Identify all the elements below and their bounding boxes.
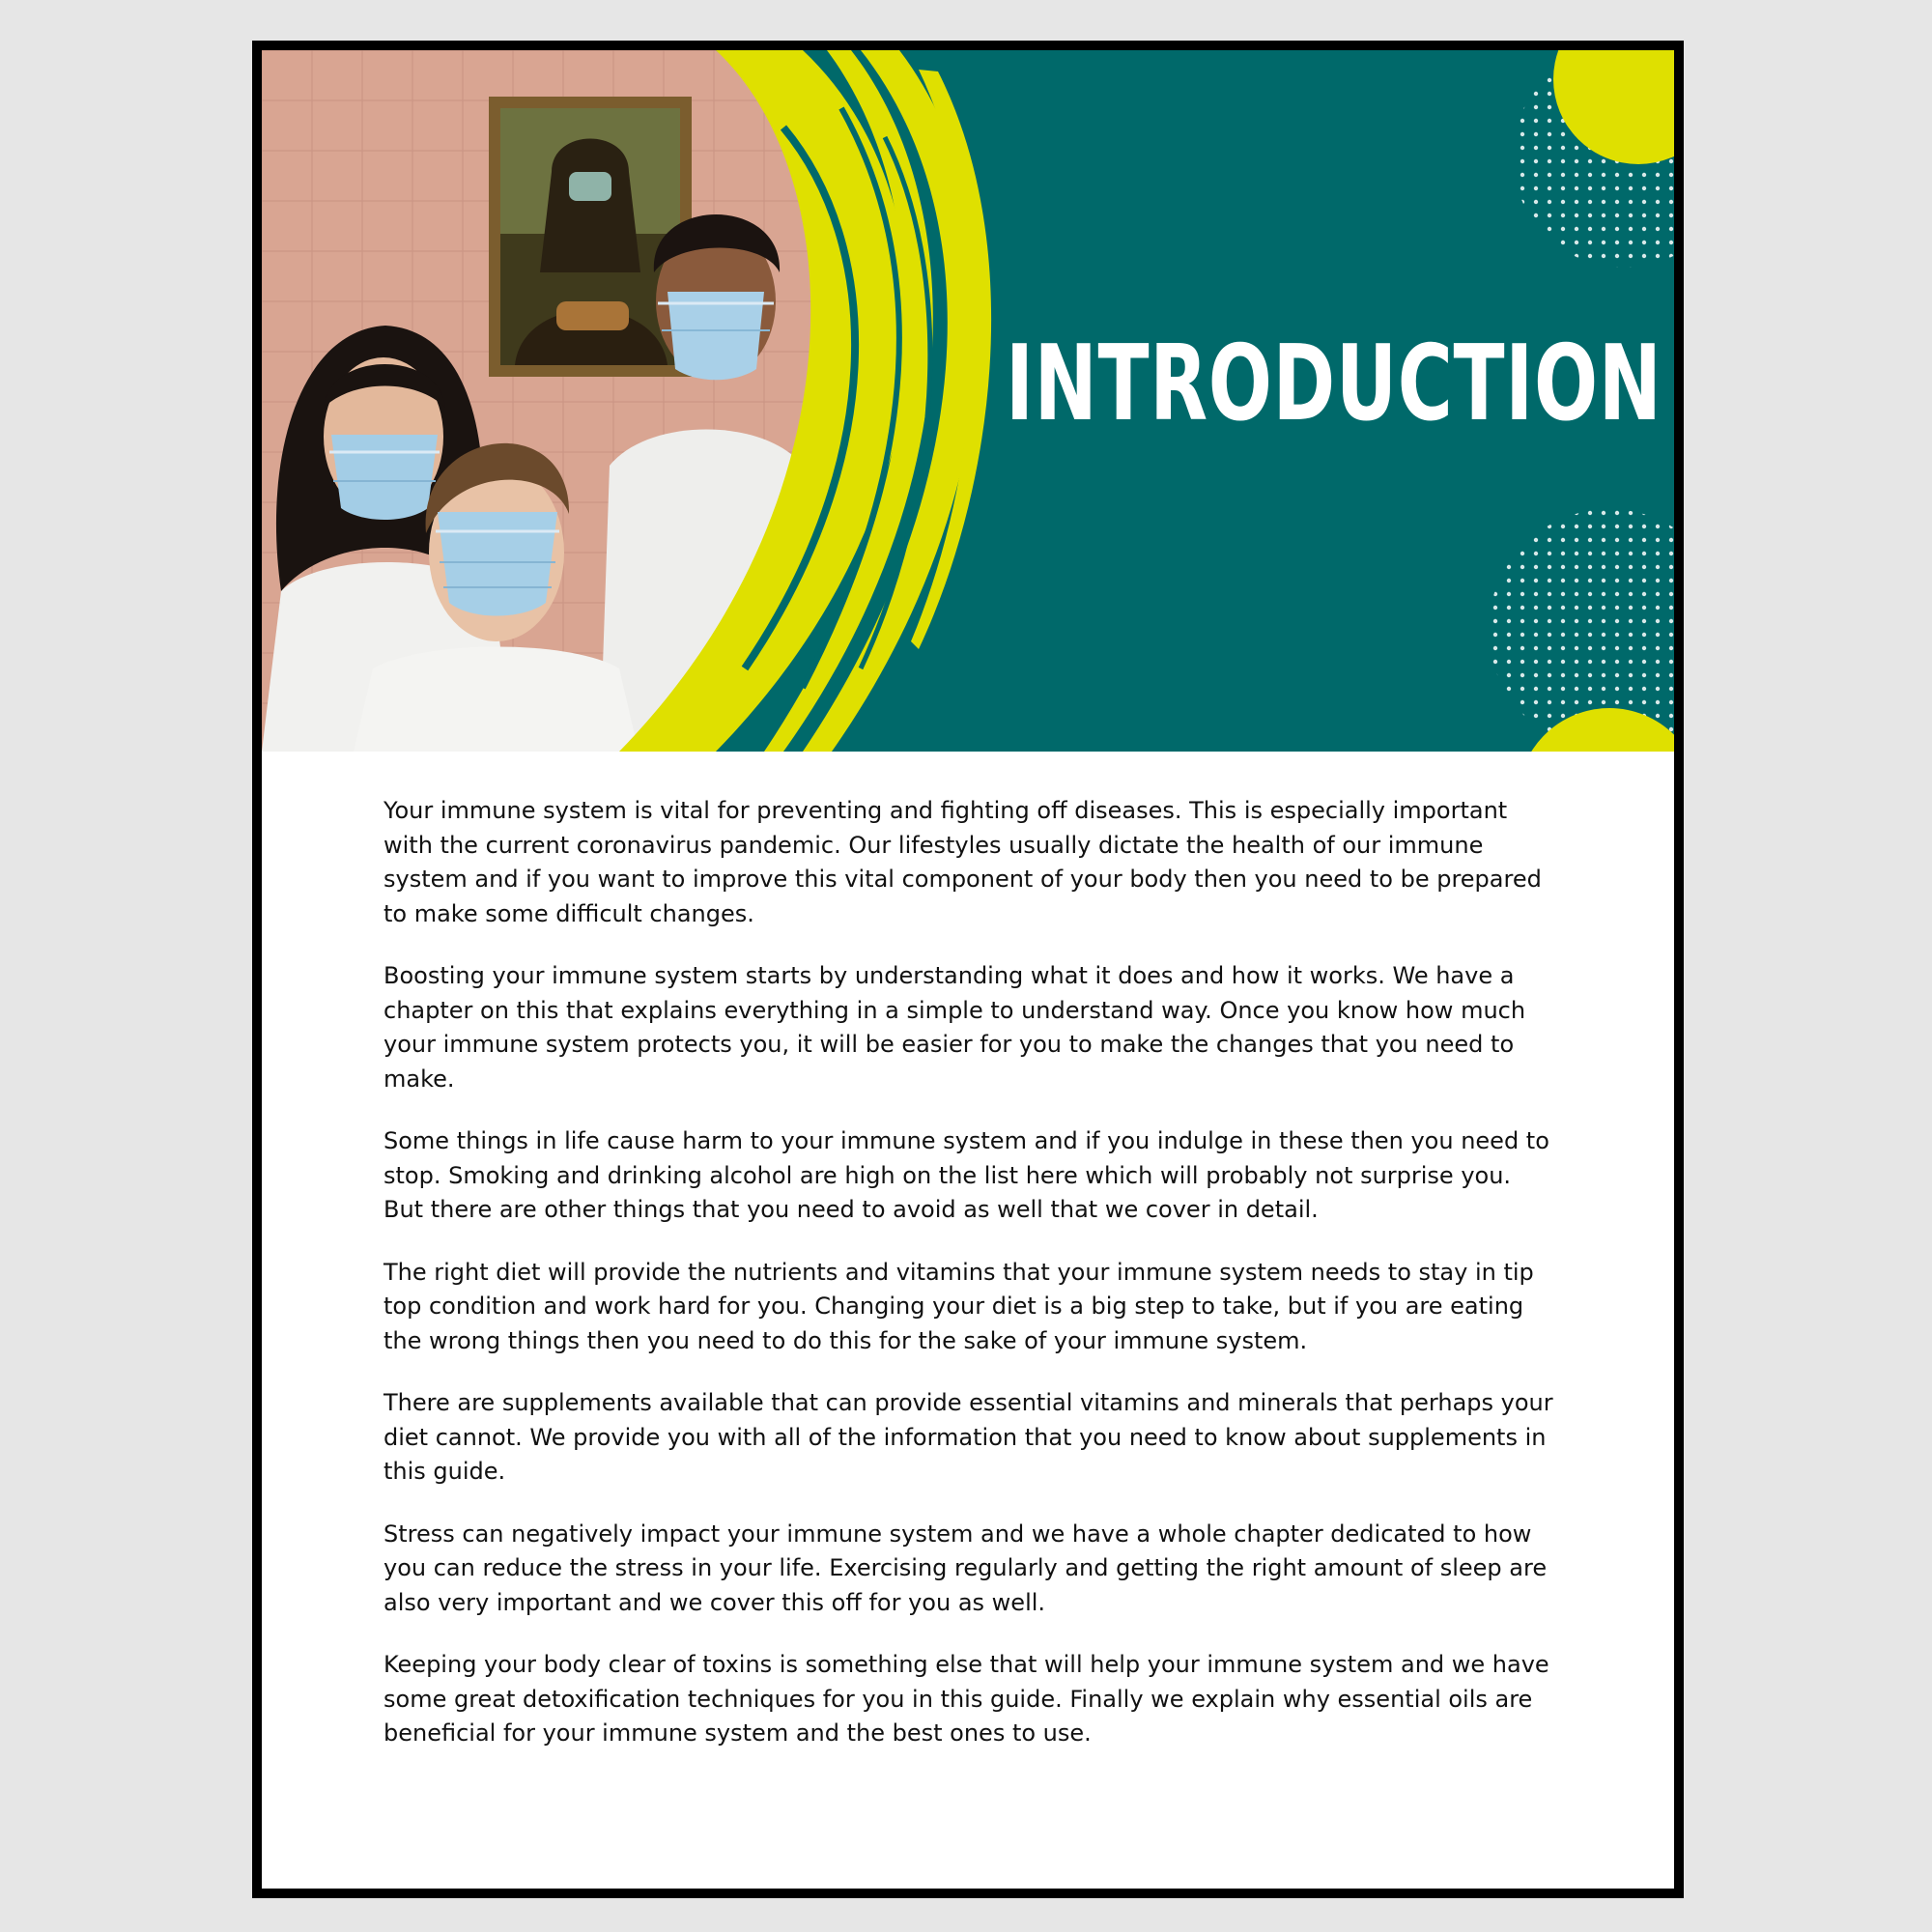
header-banner: [262, 50, 1674, 752]
page-title: INTRODUCTION: [1006, 324, 1662, 444]
paragraph: The right diet will provide the nutrients and vitamins that your immune system needs to stay in tip top condition and work hard for you. Changing your diet is a big step to take, but if you are eating the wrong things then you need to do this for the sake of your immune system.: [384, 1258, 1534, 1354]
paragraph: Boosting your immune system starts by understanding what it does and how it works. We have a chapter on this that explains everything in a simple to understand way. Once you know how much your immune system protects you, it will be easier for you to make the changes that you need to make.: [384, 962, 1526, 1093]
paragraph: Stress can negatively impact your immune system and we have a whole chapter dedicated to how you can reduce the stress in your life. Exercising regularly and getting the right amount of sleep are also very important and we cover this off for you as well.: [384, 1520, 1548, 1616]
document-page: [252, 41, 1684, 1898]
paragraph: There are supplements available that can provide essential vitamins and minerals that perhaps your diet cannot. We provide you with all of the information that you need to know about supplements in this guide.: [384, 1389, 1553, 1485]
paragraph: Keeping your body clear of toxins is something else that will help your immune system and we have some great detoxification techniques for you in this guide. Finally we explain why essential oils are beneficial for your immune system and the best ones to use.: [384, 1651, 1549, 1747]
paragraph: Some things in life cause harm to your immune system and if you indulge in these then you need to stop. Smoking and drinking alcohol are high on the list here which will probably not surprise you. But there are other things that you need to avoid as well that we cover in detail.: [384, 1127, 1549, 1223]
paragraph: Your immune system is vital for preventing and fighting off diseases. This is especially important with the current coronavirus pandemic. Our lifestyles usually dictate the health of our immune system and if you want to improve this vital component of your body then you need to be prepared to make some difficult changes.: [384, 797, 1542, 927]
painting: [489, 97, 692, 377]
introduction-body: [384, 794, 1557, 1779]
